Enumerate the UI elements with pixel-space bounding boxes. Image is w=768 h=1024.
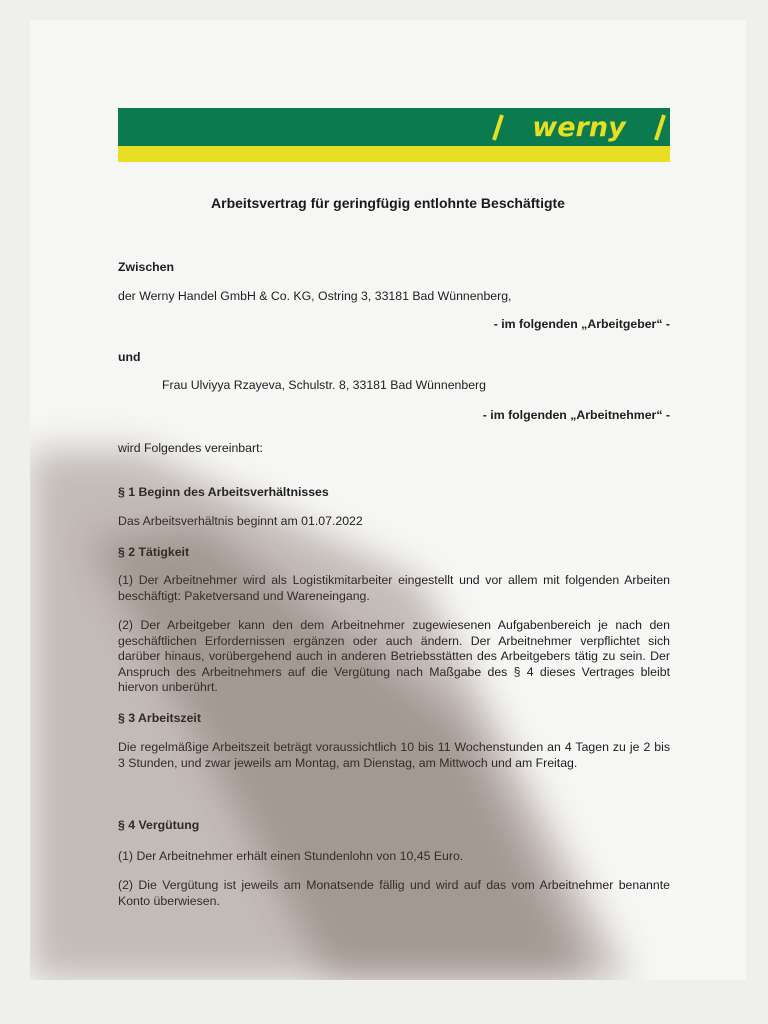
section-4-paragraph-2: (2) Die Vergütung ist jeweils am Monatsende fällig und wird auf das vom Arbeitnehmer benannte Konto überwiesen.: [118, 878, 670, 908]
agreed-line: wird Folgendes vereinbart:: [118, 441, 263, 455]
section-4-paragraph-1: (1) Der Arbeitnehmer erhält einen Stundenlohn von 10,45 Euro.: [118, 849, 464, 863]
letterhead-yellow-stripe: [118, 146, 670, 162]
section-3-heading: § 3 Arbeitszeit: [118, 711, 201, 725]
section-3-paragraph-1: Die regelmäßige Arbeitszeit beträgt voraussichtlich 10 bis 11 Wochenstunden an 4 Tagen zu je 2 bis 3 Stunden, und zwar jeweils am Montag, am Dienstag, am Mittwoch und am Freitag.: [118, 740, 670, 770]
section-2-paragraph-1: (1) Der Arbeitnehmer wird als Logistikmitarbeiter eingestellt und vor allem mit folgenden Arbeiten beschäftigt: Paketversand und Wareneingang.: [118, 573, 670, 603]
section-2-heading: § 2 Tätigkeit: [118, 545, 190, 559]
section-4-heading: § 4 Vergütung: [118, 818, 200, 832]
document-page: [30, 20, 746, 980]
employee-line: Frau Ulviyya Rzayeva, Schulstr. 8, 33181 Bad Wünnenberg: [162, 378, 486, 392]
between-label: Zwischen: [118, 260, 175, 274]
logo-wordmark: werny: [532, 112, 626, 143]
and-label: und: [118, 350, 141, 364]
section-1-paragraph-1: Das Arbeitsverhältnis beginnt am 01.07.2022: [118, 514, 363, 528]
section-1-heading: § 1 Beginn des Arbeitsverhältnisses: [118, 485, 329, 499]
werny-logo: [482, 110, 668, 144]
employee-role: - im folgenden „Arbeitnehmer“ -: [482, 408, 670, 422]
employer-line: der Werny Handel GmbH & Co. KG, Ostring 3, 33181 Bad Wünnenberg,: [118, 289, 512, 303]
letterhead-band: [118, 108, 670, 166]
employer-role: - im folgenden „Arbeitgeber“ -: [493, 317, 670, 331]
section-2-paragraph-2: (2) Der Arbeitgeber kann den dem Arbeitnehmer zugewiesenen Aufgabenbereich je nach den geschäftlichen Erfordernissen ergänzen oder auch ändern. Der Arbeitnehmer verpflichtet sich darüber hinaus, vorübergehend auch in anderen Betriebsstätten des Arbeitgebers tätig zu sein. Der Anspruch des Arbeitnehmers auf die Vergütung nach Maßgabe des § 4 dieses Vertrages bleibt hiervon unberührt.: [118, 618, 670, 695]
document-title: Arbeitsvertrag für geringfügig entlohnte Beschäftigte: [211, 195, 565, 211]
